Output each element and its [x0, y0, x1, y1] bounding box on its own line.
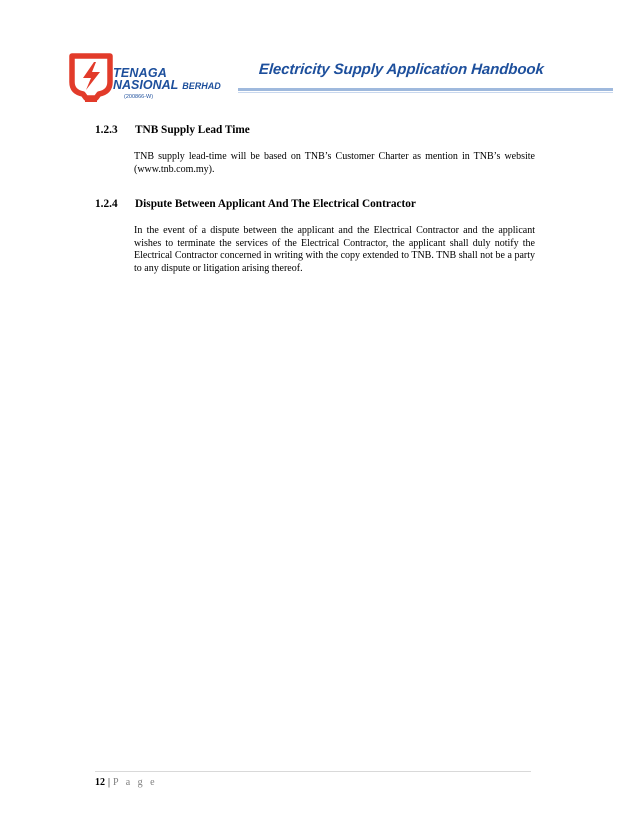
section-1-2-4: [95, 198, 535, 275]
page-footer: [95, 777, 157, 788]
section-title: TNB Supply Lead Time: [135, 124, 250, 136]
section-1-2-3: [95, 124, 535, 176]
header-rule-thin: [238, 92, 613, 93]
section-body: TNB supply lead-time will be based on TNB’s Customer Charter as mention in TNB’s website (www.tnb.com.my).: [134, 151, 535, 175]
footer-separator: |: [108, 777, 111, 788]
tnb-logo-icon: [66, 52, 116, 104]
handbook-title: Electricity Supply Application Handbook: [258, 61, 545, 78]
section-title: Dispute Between Applicant And The Electrical Contractor: [135, 198, 416, 210]
section-number: 1.2.3: [95, 124, 118, 136]
brand-name-line2: [113, 78, 221, 92]
footer-rule: [95, 771, 531, 772]
section-number: 1.2.4: [95, 198, 118, 210]
page-number: 12: [95, 777, 105, 788]
brand-name-line1: TENAGA: [113, 66, 167, 80]
brand-nasional: NASIONAL: [113, 78, 179, 92]
section-heading: [95, 198, 535, 216]
page-label: P a g e: [113, 777, 158, 788]
header-rule: [238, 88, 613, 91]
page-header: [0, 0, 638, 110]
section-heading: [95, 124, 535, 142]
section-body: In the event of a dispute between the applicant and the Electrical Contractor and the applicant wishes to terminate the services of the Electrical Contractor, the applicant shall duly notify the Electrical Contractor concerned in writing with the copy extended to TNB. TNB shall not be a party to any dispute or litigation arising thereof.: [134, 225, 535, 274]
brand-berhad: BERHAD: [182, 81, 221, 91]
brand-registration-number: (200866-W): [124, 94, 154, 100]
